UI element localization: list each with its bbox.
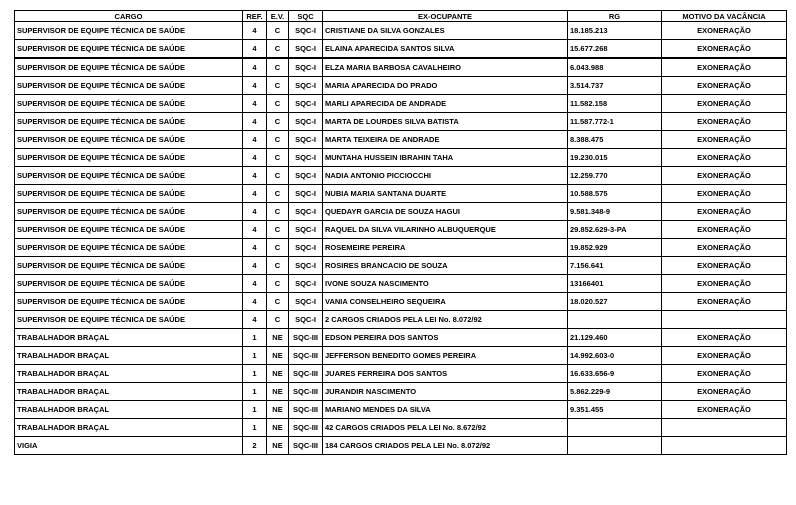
cell-ref: 4 (243, 167, 267, 185)
cell-ref: 4 (243, 58, 267, 77)
cell-ev: C (267, 257, 289, 275)
cell-motivo: EXONERAÇÃO (662, 22, 787, 40)
cell-ex-ocupante: 2 CARGOS CRIADOS PELA LEI No. 8.072/92 (323, 311, 568, 329)
cell-cargo: SUPERVISOR DE EQUIPE TÉCNICA DE SAÚDE (15, 185, 243, 203)
cell-motivo: EXONERAÇÃO (662, 58, 787, 77)
table-row (15, 275, 787, 293)
cell-rg: 15.677.268 (568, 40, 662, 59)
cell-cargo: SUPERVISOR DE EQUIPE TÉCNICA DE SAÚDE (15, 203, 243, 221)
cell-cargo: SUPERVISOR DE EQUIPE TÉCNICA DE SAÚDE (15, 167, 243, 185)
cell-ex-ocupante: MARTA DE LOURDES SILVA BATISTA (323, 113, 568, 131)
cell-cargo: SUPERVISOR DE EQUIPE TÉCNICA DE SAÚDE (15, 95, 243, 113)
cell-ref: 4 (243, 95, 267, 113)
cell-motivo: EXONERAÇÃO (662, 167, 787, 185)
cell-cargo: SUPERVISOR DE EQUIPE TÉCNICA DE SAÚDE (15, 113, 243, 131)
cell-ex-ocupante: NADIA ANTONIO PICCIOCCHI (323, 167, 568, 185)
table-row (15, 77, 787, 95)
cell-motivo: EXONERAÇÃO (662, 221, 787, 239)
cell-rg: 18.020.527 (568, 293, 662, 311)
table-row (15, 131, 787, 149)
cell-sqc: SQC-III (289, 401, 323, 419)
cell-ex-ocupante: JURANDIR NASCIMENTO (323, 383, 568, 401)
cell-rg: 5.862.229-9 (568, 383, 662, 401)
cell-ev: C (267, 95, 289, 113)
cell-ref: 4 (243, 131, 267, 149)
cell-motivo: EXONERAÇÃO (662, 95, 787, 113)
cell-rg (568, 419, 662, 437)
cell-ex-ocupante: EDSON PEREIRA DOS SANTOS (323, 329, 568, 347)
cell-motivo: EXONERAÇÃO (662, 239, 787, 257)
cell-cargo: SUPERVISOR DE EQUIPE TÉCNICA DE SAÚDE (15, 221, 243, 239)
cell-sqc: SQC-I (289, 275, 323, 293)
cell-rg: 18.185.213 (568, 22, 662, 40)
cell-ev: C (267, 113, 289, 131)
cell-sqc: SQC-I (289, 95, 323, 113)
cell-ex-ocupante: MARIA APARECIDA DO PRADO (323, 77, 568, 95)
header-rg: RG (568, 11, 662, 22)
cell-ev: C (267, 203, 289, 221)
cell-ev: C (267, 167, 289, 185)
cell-rg: 6.043.988 (568, 58, 662, 77)
cell-sqc: SQC-III (289, 437, 323, 455)
cell-ref: 4 (243, 203, 267, 221)
cell-cargo: SUPERVISOR DE EQUIPE TÉCNICA DE SAÚDE (15, 257, 243, 275)
cell-ex-ocupante: MARLI APARECIDA DE ANDRADE (323, 95, 568, 113)
cell-rg: 21.129.460 (568, 329, 662, 347)
cell-cargo: TRABALHADOR BRAÇAL (15, 383, 243, 401)
table-row (15, 347, 787, 365)
cell-ex-ocupante: 42 CARGOS CRIADOS PELA LEI No. 8.672/92 (323, 419, 568, 437)
header-ref: REF. (243, 11, 267, 22)
table-row (15, 239, 787, 257)
table-row (15, 311, 787, 329)
cell-cargo: TRABALHADOR BRAÇAL (15, 419, 243, 437)
cell-rg: 3.514.737 (568, 77, 662, 95)
cell-rg: 8.388.475 (568, 131, 662, 149)
cell-cargo: SUPERVISOR DE EQUIPE TÉCNICA DE SAÚDE (15, 131, 243, 149)
cell-cargo: SUPERVISOR DE EQUIPE TÉCNICA DE SAÚDE (15, 239, 243, 257)
cell-rg: 16.633.656-9 (568, 365, 662, 383)
cell-ev: C (267, 185, 289, 203)
cell-ev: C (267, 221, 289, 239)
cell-ev: NE (267, 347, 289, 365)
cell-cargo: SUPERVISOR DE EQUIPE TÉCNICA DE SAÚDE (15, 293, 243, 311)
cell-ev: NE (267, 401, 289, 419)
cell-sqc: SQC-I (289, 58, 323, 77)
cell-motivo (662, 437, 787, 455)
cell-ev: C (267, 131, 289, 149)
cell-ex-ocupante: ELAINA APARECIDA SANTOS SILVA (323, 40, 568, 59)
cell-ref: 1 (243, 419, 267, 437)
cell-sqc: SQC-I (289, 77, 323, 95)
cell-ref: 1 (243, 401, 267, 419)
table-row (15, 58, 787, 77)
cell-ev: C (267, 293, 289, 311)
cell-cargo: TRABALHADOR BRAÇAL (15, 401, 243, 419)
cell-sqc: SQC-I (289, 149, 323, 167)
cell-motivo: EXONERAÇÃO (662, 401, 787, 419)
cell-rg: 14.992.603-0 (568, 347, 662, 365)
cell-ev: NE (267, 329, 289, 347)
cell-motivo: EXONERAÇÃO (662, 329, 787, 347)
cell-ex-ocupante: JUARES FERREIRA DOS SANTOS (323, 365, 568, 383)
cell-motivo: EXONERAÇÃO (662, 347, 787, 365)
table-row (15, 293, 787, 311)
cell-ref: 4 (243, 221, 267, 239)
cell-rg: 19.852.929 (568, 239, 662, 257)
cell-ref: 4 (243, 293, 267, 311)
header-ev: E.V. (267, 11, 289, 22)
cell-sqc: SQC-III (289, 365, 323, 383)
cell-motivo: EXONERAÇÃO (662, 185, 787, 203)
cell-motivo (662, 311, 787, 329)
cell-ev: C (267, 149, 289, 167)
cell-rg: 10.588.575 (568, 185, 662, 203)
header-cargo: CARGO (15, 11, 243, 22)
table-row (15, 95, 787, 113)
table-row (15, 113, 787, 131)
cell-ref: 4 (243, 113, 267, 131)
cell-motivo: EXONERAÇÃO (662, 77, 787, 95)
cell-rg: 7.156.641 (568, 257, 662, 275)
table-row (15, 167, 787, 185)
cell-rg: 13166401 (568, 275, 662, 293)
cell-sqc: SQC-III (289, 329, 323, 347)
cell-rg: 9.351.455 (568, 401, 662, 419)
cell-ex-ocupante: VANIA CONSELHEIRO SEQUEIRA (323, 293, 568, 311)
cell-cargo: TRABALHADOR BRAÇAL (15, 347, 243, 365)
cell-sqc: SQC-I (289, 257, 323, 275)
cell-cargo: SUPERVISOR DE EQUIPE TÉCNICA DE SAÚDE (15, 275, 243, 293)
cell-sqc: SQC-I (289, 311, 323, 329)
cell-sqc: SQC-I (289, 185, 323, 203)
table-row (15, 221, 787, 239)
cell-motivo: EXONERAÇÃO (662, 257, 787, 275)
cell-cargo: SUPERVISOR DE EQUIPE TÉCNICA DE SAÚDE (15, 77, 243, 95)
table-row (15, 149, 787, 167)
table-row (15, 40, 787, 59)
cell-motivo: EXONERAÇÃO (662, 275, 787, 293)
cell-ev: C (267, 22, 289, 40)
cell-ev: NE (267, 437, 289, 455)
cell-cargo: SUPERVISOR DE EQUIPE TÉCNICA DE SAÚDE (15, 22, 243, 40)
table-row (15, 437, 787, 455)
cell-ev: C (267, 239, 289, 257)
cell-motivo: EXONERAÇÃO (662, 383, 787, 401)
cell-rg: 11.582.158 (568, 95, 662, 113)
cell-ex-ocupante: ROSIRES BRANCACIO DE SOUZA (323, 257, 568, 275)
table-row (15, 419, 787, 437)
cell-ref: 4 (243, 149, 267, 167)
cell-rg: 9.581.348-9 (568, 203, 662, 221)
cell-motivo (662, 419, 787, 437)
cell-ev: C (267, 58, 289, 77)
cell-ref: 2 (243, 437, 267, 455)
cell-motivo: EXONERAÇÃO (662, 131, 787, 149)
cell-ex-ocupante: MARTA TEIXEIRA DE ANDRADE (323, 131, 568, 149)
cell-rg: 11.587.772-1 (568, 113, 662, 131)
table-row (15, 257, 787, 275)
cell-rg: 12.259.770 (568, 167, 662, 185)
cell-sqc: SQC-I (289, 221, 323, 239)
cell-sqc: SQC-I (289, 203, 323, 221)
cell-ref: 4 (243, 239, 267, 257)
cell-ref: 1 (243, 347, 267, 365)
cell-ex-ocupante: ELZA MARIA BARBOSA CAVALHEIRO (323, 58, 568, 77)
cell-ev: NE (267, 383, 289, 401)
cell-ex-ocupante: ROSEMEIRE PEREIRA (323, 239, 568, 257)
cell-ex-ocupante: NUBIA MARIA SANTANA DUARTE (323, 185, 568, 203)
vacancy-table (14, 10, 787, 455)
cell-sqc: SQC-I (289, 22, 323, 40)
cell-ref: 4 (243, 77, 267, 95)
cell-motivo: EXONERAÇÃO (662, 293, 787, 311)
cell-rg (568, 311, 662, 329)
table-row (15, 22, 787, 40)
cell-ref: 4 (243, 185, 267, 203)
cell-ref: 4 (243, 311, 267, 329)
cell-ex-ocupante: MUNTAHA HUSSEIN IBRAHIN TAHA (323, 149, 568, 167)
cell-motivo: EXONERAÇÃO (662, 203, 787, 221)
cell-ex-ocupante: QUEDAYR GARCIA DE SOUZA HAGUI (323, 203, 568, 221)
cell-sqc: SQC-III (289, 347, 323, 365)
header-ex-ocupante: EX-OCUPANTE (323, 11, 568, 22)
cell-cargo: SUPERVISOR DE EQUIPE TÉCNICA DE SAÚDE (15, 149, 243, 167)
cell-ref: 1 (243, 329, 267, 347)
cell-ex-ocupante: MARIANO MENDES DA SILVA (323, 401, 568, 419)
cell-ex-ocupante: RAQUEL DA SILVA VILARINHO ALBUQUERQUE (323, 221, 568, 239)
table-row (15, 203, 787, 221)
cell-rg: 29.852.629-3-PA (568, 221, 662, 239)
cell-cargo: SUPERVISOR DE EQUIPE TÉCNICA DE SAÚDE (15, 58, 243, 77)
table-row (15, 401, 787, 419)
cell-rg: 19.230.015 (568, 149, 662, 167)
table-row (15, 383, 787, 401)
cell-rg (568, 437, 662, 455)
table-row (15, 329, 787, 347)
cell-cargo: TRABALHADOR BRAÇAL (15, 329, 243, 347)
cell-ref: 4 (243, 40, 267, 59)
header-motivo: MOTIVO DA VACÂNCIA (662, 11, 787, 22)
cell-sqc: SQC-III (289, 383, 323, 401)
cell-motivo: EXONERAÇÃO (662, 113, 787, 131)
cell-sqc: SQC-I (289, 40, 323, 59)
cell-ev: C (267, 77, 289, 95)
cell-motivo: EXONERAÇÃO (662, 40, 787, 59)
cell-cargo: SUPERVISOR DE EQUIPE TÉCNICA DE SAÚDE (15, 311, 243, 329)
cell-ex-ocupante: 184 CARGOS CRIADOS PELA LEI No. 8.072/92 (323, 437, 568, 455)
cell-sqc: SQC-III (289, 419, 323, 437)
cell-ex-ocupante: IVONE SOUZA NASCIMENTO (323, 275, 568, 293)
cell-motivo: EXONERAÇÃO (662, 149, 787, 167)
table-header-row (15, 11, 787, 22)
cell-sqc: SQC-I (289, 239, 323, 257)
cell-ex-ocupante: JEFFERSON BENEDITO GOMES PEREIRA (323, 347, 568, 365)
header-sqc: SQC (289, 11, 323, 22)
cell-ex-ocupante: CRISTIANE DA SILVA GONZALES (323, 22, 568, 40)
cell-cargo: TRABALHADOR BRAÇAL (15, 365, 243, 383)
cell-ev: C (267, 40, 289, 59)
table-row (15, 365, 787, 383)
cell-motivo: EXONERAÇÃO (662, 365, 787, 383)
cell-ev: C (267, 311, 289, 329)
cell-cargo: VIGIA (15, 437, 243, 455)
cell-cargo: SUPERVISOR DE EQUIPE TÉCNICA DE SAÚDE (15, 40, 243, 59)
cell-ev: C (267, 275, 289, 293)
cell-ref: 1 (243, 365, 267, 383)
cell-ref: 4 (243, 22, 267, 40)
cell-ref: 4 (243, 275, 267, 293)
cell-sqc: SQC-I (289, 293, 323, 311)
cell-sqc: SQC-I (289, 113, 323, 131)
cell-ev: NE (267, 365, 289, 383)
table-row (15, 185, 787, 203)
cell-sqc: SQC-I (289, 167, 323, 185)
cell-ev: NE (267, 419, 289, 437)
document-page (14, 10, 786, 455)
cell-sqc: SQC-I (289, 131, 323, 149)
cell-ref: 4 (243, 257, 267, 275)
cell-ref: 1 (243, 383, 267, 401)
